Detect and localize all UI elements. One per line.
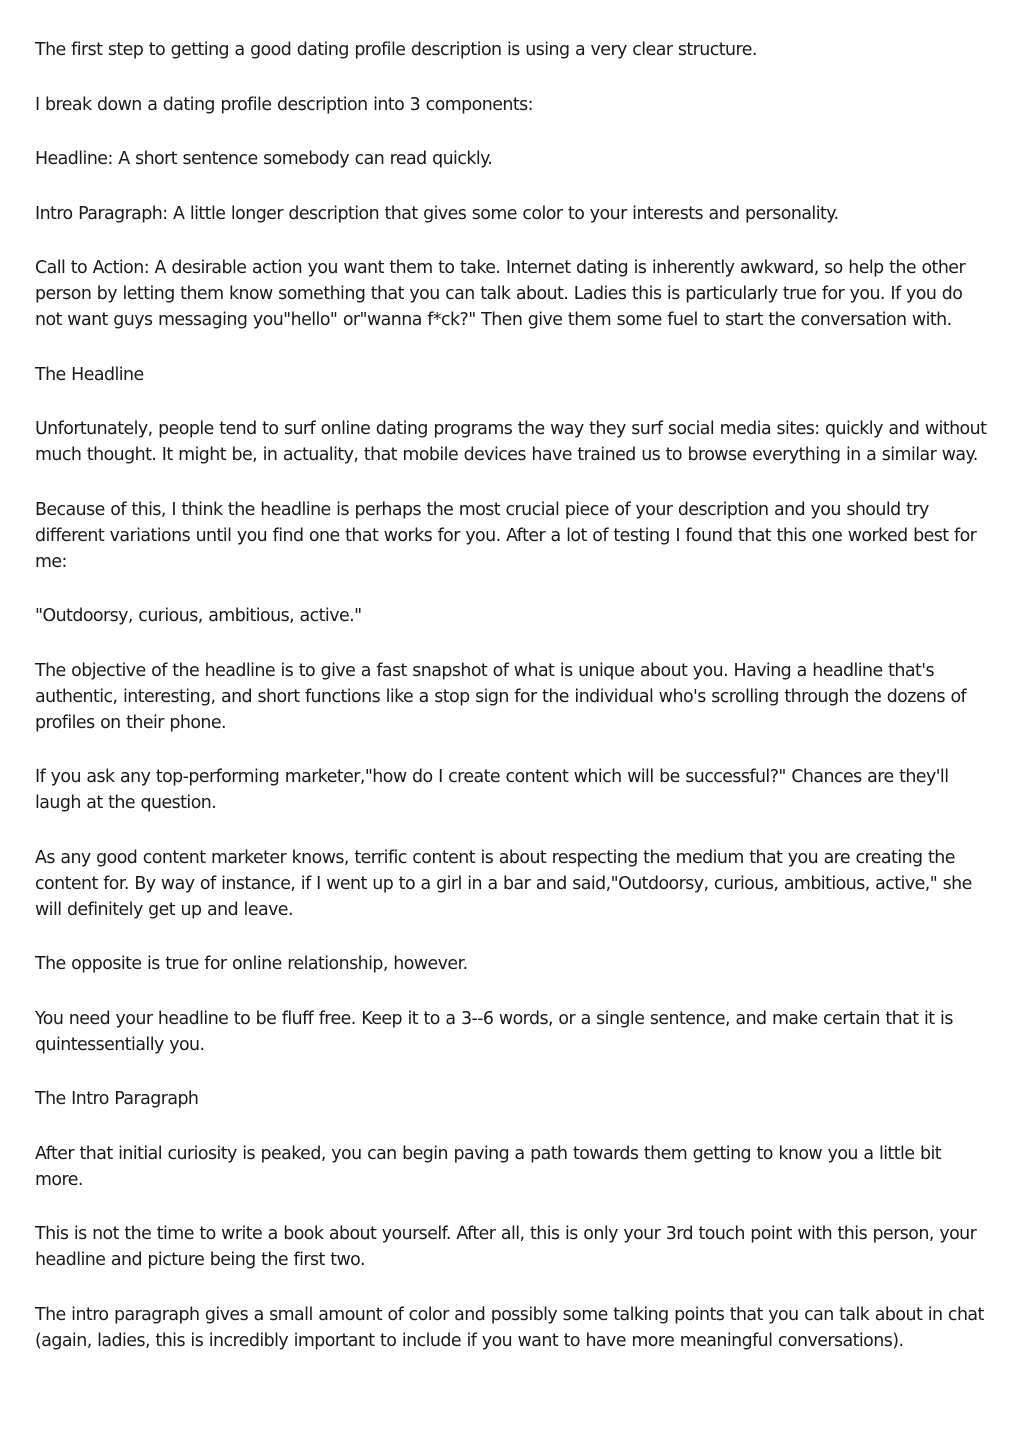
paragraph-structure-intro: The first step to getting a good dating profile description is using a very clear structure. bbox=[35, 40, 757, 60]
paragraph-headline-def: Headline: A short sentence somebody can read quickly. bbox=[35, 149, 493, 169]
paragraph-opposite: The opposite is true for online relationship, however. bbox=[35, 954, 468, 974]
paragraph-medium: As any good content marketer knows, terrific content is about respecting the medium that you are creating the content for. By way of instance, if I went up to a girl in a bar and said,"Outdoorsy, curious, ambitious, active," she will definitely get up and leave. bbox=[35, 847, 972, 920]
paragraph-components: I break down a dating profile description into 3 components: bbox=[35, 94, 533, 115]
paragraph-talking-points: The intro paragraph gives a small amount of color and possibly some talking points that you can talk about in chat (again, ladies, this is incredibly important to include if you want to have more meaningful conversations). bbox=[35, 1304, 984, 1351]
paragraph-cta-def: Call to Action: A desirable action you want them to take. Internet dating is inherently awkward, so help the other person by letting them know something that you can talk about. Ladies this is particularly true for you. If you do not want guys messaging you"hello" or"wanna f*ck?" Then give them some fuel to start the conversation with. bbox=[35, 258, 966, 330]
paragraph-headline-objective: The objective of the headline is to give a fast snapshot of what is unique about you. Having a headline that's authentic, interesting, and short functions like a stop sign for the individual who's scrolling through the dozens of profiles on their phone. bbox=[35, 660, 967, 733]
paragraph-headline-importance: Because of this, I think the headline is perhaps the most crucial piece of your description and you should try different variations until you find one that works for you. After a lot of testing I found that this one worked best for me: bbox=[35, 499, 977, 572]
section-heading-headline: The Headline bbox=[35, 364, 144, 385]
paragraph-marketer: If you ask any top-performing marketer,"how do I create content which will be successful?" Chances are they'll laugh at the question. bbox=[35, 767, 949, 813]
paragraph-intro-def: Intro Paragraph: A little longer description that gives some color to your interests and personality. bbox=[35, 203, 839, 224]
section-heading-intro-paragraph: The Intro Paragraph bbox=[35, 1089, 199, 1109]
document-body bbox=[35, 37, 990, 1382]
paragraph-example-headline: "Outdoorsy, curious, ambitious, active." bbox=[35, 606, 362, 626]
paragraph-surfing: Unfortunately, people tend to surf online dating programs the way they surf social media sites: quickly and without much thought. It might be, in actuality, that mobile devices have trained us to browse everything in a similar way. bbox=[35, 419, 987, 465]
paragraph-curiosity: After that initial curiosity is peaked, you can begin paving a path towards them getting to know you a little bit more. bbox=[35, 1143, 941, 1190]
paragraph-not-a-book: This is not the time to write a book about yourself. After all, this is only your 3rd touch point with this person, your headline and picture being the first two. bbox=[35, 1224, 977, 1270]
paragraph-fluff-free: You need your headline to be fluff free. Keep it to a 3--6 words, or a single sentence, and make certain that it is quintessentially you. bbox=[35, 1008, 953, 1055]
